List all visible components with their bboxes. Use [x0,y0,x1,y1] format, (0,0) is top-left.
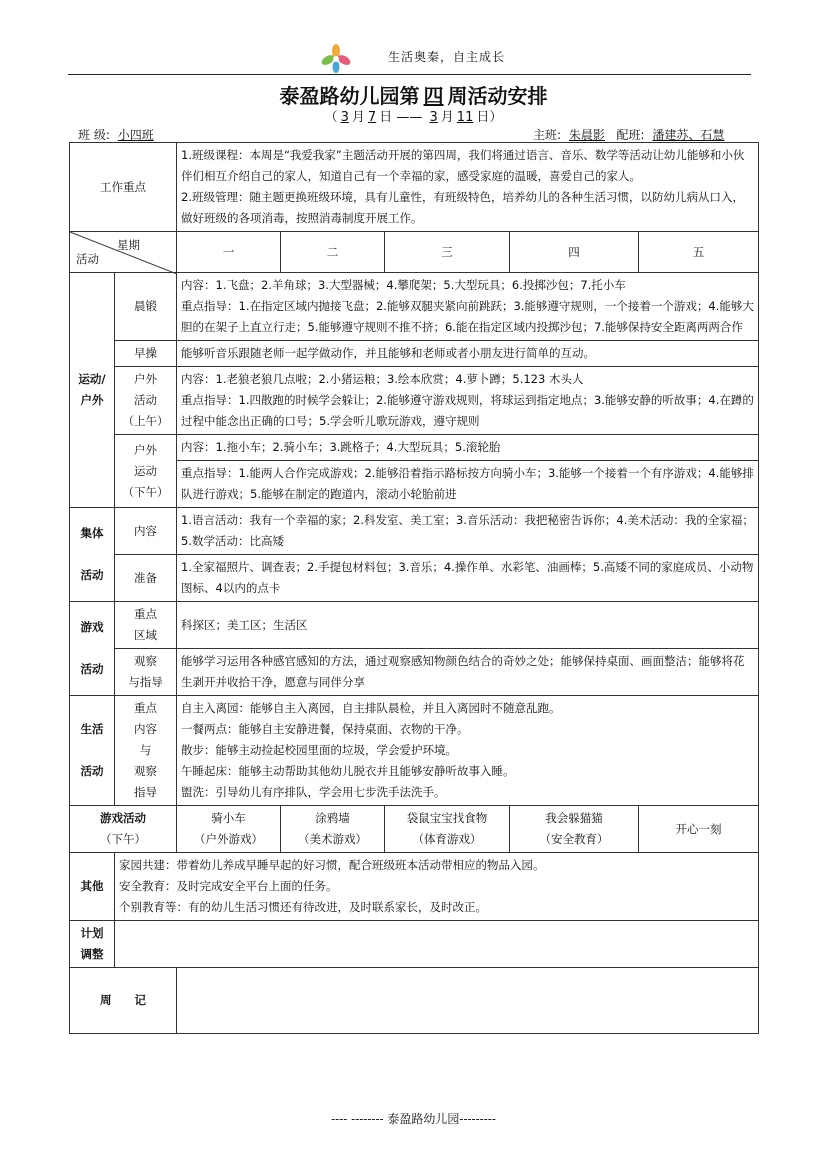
teacher-name: 朱晨影 [568,128,605,142]
game-area-row [70,602,759,649]
pm-game-2: 涂鸦墙 （美术游戏） [281,806,385,853]
outdoor-am-label: 户外 活动 （上午） [115,367,177,435]
weekly-notes-row [70,968,759,1034]
morning-exercise-row [70,273,759,341]
outdoor-pm-guide: 重点指导：1.能两人合作完成游戏；2.能够沿着指示路标按方向骑小车；3.能够一个接着一个有序游戏；4.能够排队进行游戏；5.能够在制定的跑道内，滚动小轮胎前进 [177,461,759,508]
game-observe-label: 观察 与指导 [115,649,177,696]
day-friday: 五 [639,232,759,273]
game-group-label: 游戏 活动 [70,602,115,696]
outdoor-pm-label: 户外 运动 （下午） [115,435,177,508]
pm-game-1: 骑小车 （户外游戏） [177,806,281,853]
day-wednesday: 三 [385,232,510,273]
game-area: 科探区；美工区；生活区 [177,602,759,649]
plan-adjust-row [70,921,759,968]
outdoor-am-row [70,367,759,435]
work-focus-row [70,143,759,232]
life-item: 午睡起床：能够主动帮助其他幼儿脱衣并且能够安静听故事入睡。 [181,764,515,778]
weekday-header-row [70,232,759,273]
outdoor-pm-content-row [70,435,759,461]
kindergarten-logo [320,42,352,74]
pm-games-label: 游戏活动 （下午） [70,806,177,853]
life-content [177,696,759,806]
outdoor-pm-content: 内容：1.拖小车；2.骑小车；3.跳格子；4.大型玩具；5.滚轮胎 [177,435,759,461]
other-row [70,853,759,921]
week-number: 四 [423,84,444,108]
collective-content-label: 内容 [115,508,177,555]
morning-drill-row [70,341,759,367]
assistant-name: 潘建苏、石慧 [652,128,725,142]
collective-prep-row [70,555,759,602]
pm-game-4: 我会躲猫猫 （安全教育） [510,806,639,853]
life-group-label: 生活 活动 [70,696,115,806]
work-focus-content: 1.班级课程：本周是“我爱我家”主题活动开展的第四周，我们将通过语言、音乐、数学等活动让幼儿能够和小伙伴们相互介绍自己的家人，知道自己有一个幸福的家，感受家庭的温暖，喜爱自己的家人。 2.班级管理：随主题更换班级环境，具有儿童性，有班级特色，培养幼儿的各种生活习惯，以防幼儿病从口入，做好班级的各项消毒，按照消毒制度开展工作。 [177,143,759,232]
pm-games-row [70,806,759,853]
collective-prep: 1.全家福照片、调查表；2.手提包材料包；3.音乐；4.操作单、水彩笔、油画棒；5.高矮不同的家庭成员、小动物图标、4以内的点卡 [177,555,759,602]
day-thursday: 四 [510,232,639,273]
morning-exercise-content: 内容：1.飞盘；2.羊角球；3.大型器械；4.攀爬架；5.大型玩具；6.投掷沙包；7.托小车 重点指导：1.在指定区域内抛接飞盘；2.能够双腿夹紧向前跳跃；3.能够遵守规则，一个接着一个游戏；4.能够大胆的在架子上直立行走；5.能够遵守规则不推不挤；6.能在指定区域内投掷沙包；7.能够保持安全距离两两合作 [177,273,759,341]
game-observe: 能够学习运用各种感官感知的方法，通过观察感知物颜色结合的奇妙之处；能够保持桌面、画面整洁；能够将花生剥开并收拾干净，愿意与同伴分享 [177,649,759,696]
weekly-notes-label: 周 记 [70,968,177,1034]
collective-prep-label: 准备 [115,555,177,602]
morning-exercise-label: 晨锻 [115,273,177,341]
plan-adjust-label: 计划 调整 [70,921,115,968]
day-tuesday: 二 [281,232,385,273]
collective-group-label: 集体 活动 [70,508,115,602]
life-item: 一餐两点：能够自主安静进餐，保持桌面、衣物的干净。 [181,722,469,736]
life-item: 散步：能够主动捡起校园里面的垃圾，学会爱护环境。 [181,743,457,757]
weekly-notes-content [177,968,759,1034]
other-label: 其他 [70,853,115,921]
collective-content-row [70,508,759,555]
outdoor-group-label: 运动/ 户外 [70,273,115,508]
life-item: 盥洗：引导幼儿有序排队，学会用七步洗手法洗手。 [181,785,446,799]
morning-drill-label: 早操 [115,341,177,367]
life-row [70,696,759,806]
pm-game-5: 开心一刻 [639,806,759,853]
day-monday: 一 [177,232,281,273]
weekday-corner-cell: 星期 活动 [70,232,177,273]
other-content: 家园共建：带着幼儿养成早睡早起的好习惯，配合班级班本活动带相应的物品入园。 安全教育：及时完成安全平台上面的任务。 个别教育等：有的幼儿生活习惯还有待改进，及时联系家长，及时改正。 [115,853,759,921]
work-focus-label: 工作重点 [70,143,177,232]
schedule-table [69,142,759,1034]
morning-drill-content: 能够听音乐跟随老师一起学做动作，并且能够和老师或者小朋友进行简单的互动。 [177,341,759,367]
game-area-label: 重点 区域 [115,602,177,649]
collective-content: 1.语言活动：我有一个幸福的家；2.科发室、美工室；3.音乐活动：我把秘密告诉你；4.美术活动：我的全家福；5.数学活动：比高矮 [177,508,759,555]
game-observe-row [70,649,759,696]
plan-adjust-content [115,921,759,968]
header-motto: 生活奥秦，自主成长 [388,50,506,64]
life-label: 重点 内容 与 观察 指导 [115,696,177,806]
header-divider [68,74,751,75]
page-title: 泰盈路幼儿园第 四 周活动安排 [279,84,548,108]
pm-game-3: 袋鼠宝宝找食物 （体育游戏） [385,806,510,853]
class-name: 小四班 [117,128,154,142]
page-footer: ---- -------- 泰盈路幼儿园--------- [331,1112,496,1126]
life-item: 自主入离园：能够自主入离园，自主排队晨检，并且入离园时不随意乱跑。 [181,701,561,715]
outdoor-am-content: 内容：1.老狼老狼几点啦；2.小猪运粮；3.绘本欣赏；4.萝卜蹲；5.123 木头人 重点指导：1.四散跑的时候学会躲让；2.能够遵守游戏规则，将球运到指定地点；3.能够安静的听故事；4.在蹲的过程中能念出正确的口号；5.学会听儿歌玩游戏，遵守规则 [177,367,759,435]
date-range: （ 3 月 7 日 —— 3 月 11 日） [324,110,503,125]
